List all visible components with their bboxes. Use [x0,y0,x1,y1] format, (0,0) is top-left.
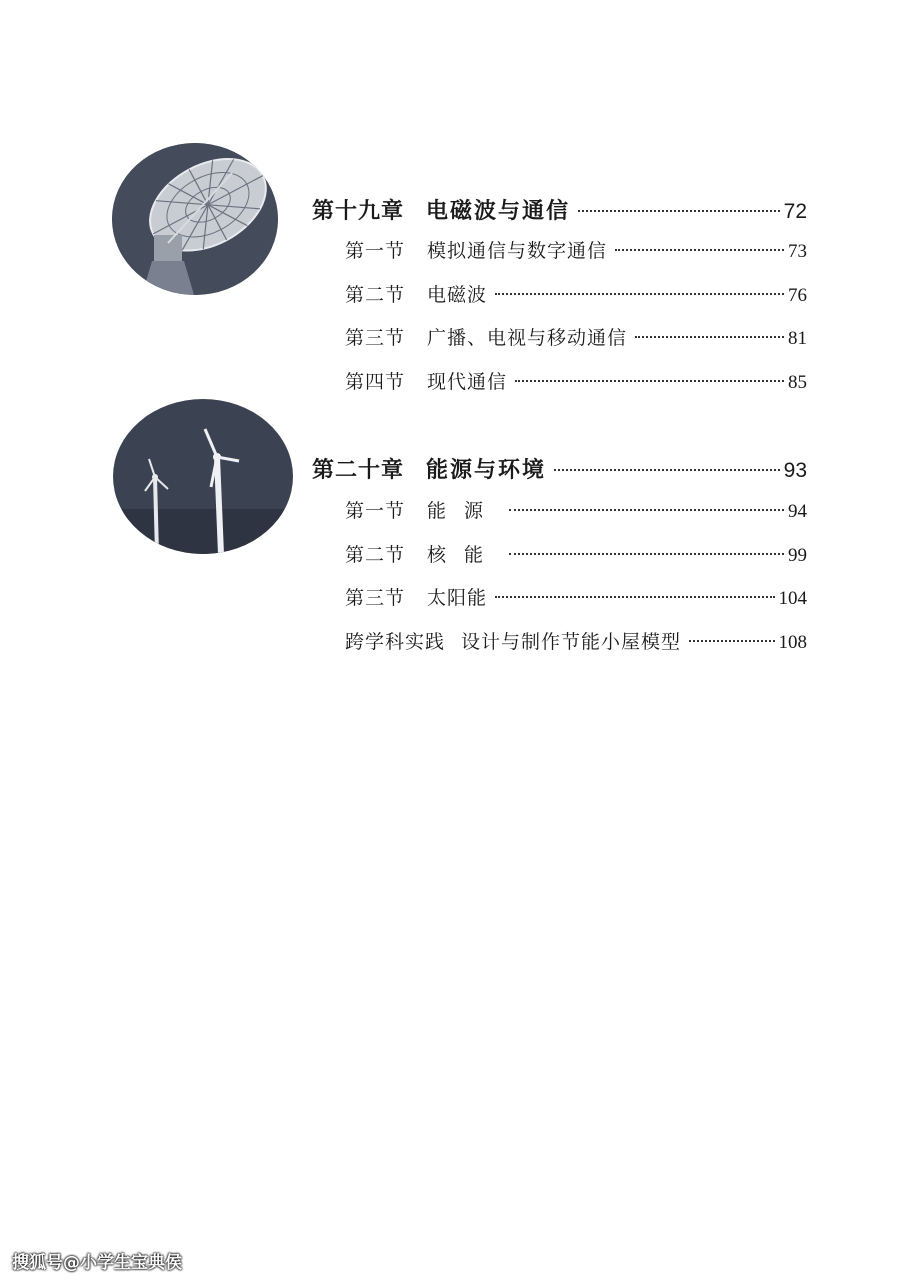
watermark: 搜狐号@小学生宝典侯 [12,1253,182,1273]
section-title: 设计与制作节能小屋模型 [461,631,682,653]
page-number: 99 [788,545,807,566]
dot-leader [515,380,784,382]
page-number: 81 [788,328,807,349]
page-number: 108 [778,632,807,653]
section-number: 第一节 [345,500,406,522]
section-number: 第三节 [345,587,406,609]
chapter-title: 电磁波与通信 [426,199,571,224]
chapter-number: 第十九章 [312,199,405,224]
page-number: 76 [788,285,807,306]
dot-leader [495,293,784,295]
section-entry[interactable] [345,236,807,263]
section-entry[interactable] [345,540,807,567]
section-title: 太阳能 [427,587,488,609]
section-entry[interactable] [345,323,807,350]
page-number: 104 [778,588,807,609]
section-number: 第一节 [345,240,406,262]
dot-leader [554,469,780,471]
page-number: 93 [783,459,807,482]
section-title: 广播、电视与移动通信 [427,327,628,349]
chapter-entry[interactable] [312,453,807,484]
dot-leader [635,336,784,338]
section-entry[interactable] [345,496,807,523]
section-entry[interactable] [345,280,807,307]
dot-leader [495,596,774,598]
section-number: 跨学科实践 [345,631,446,653]
page-number: 85 [788,372,807,393]
chapter-title: 能源与环境 [426,458,547,483]
dot-leader [509,553,784,555]
section-number: 第二节 [345,284,406,306]
page-number: 73 [788,241,807,262]
section-entry[interactable] [345,583,807,610]
section-title: 现代通信 [427,371,508,393]
page-number: 94 [788,501,807,522]
section-title: 能源 [427,500,502,522]
section-number: 第二节 [345,544,406,566]
chapter-number: 第二十章 [312,458,405,483]
section-number: 第四节 [345,371,406,393]
dot-leader [689,640,774,642]
section-entry[interactable] [345,367,807,394]
dot-leader [509,509,784,511]
section-title: 模拟通信与数字通信 [427,240,608,262]
section-number: 第三节 [345,327,406,349]
chapter-entry[interactable] [312,194,807,225]
section-title: 电磁波 [427,284,488,306]
wind-turbine-icon [113,399,293,554]
section-title: 核能 [427,544,502,566]
dot-leader [578,210,780,212]
section-entry[interactable] [345,627,807,654]
page-number: 72 [783,200,807,223]
dot-leader [615,249,784,251]
satellite-dish-icon [112,143,278,295]
